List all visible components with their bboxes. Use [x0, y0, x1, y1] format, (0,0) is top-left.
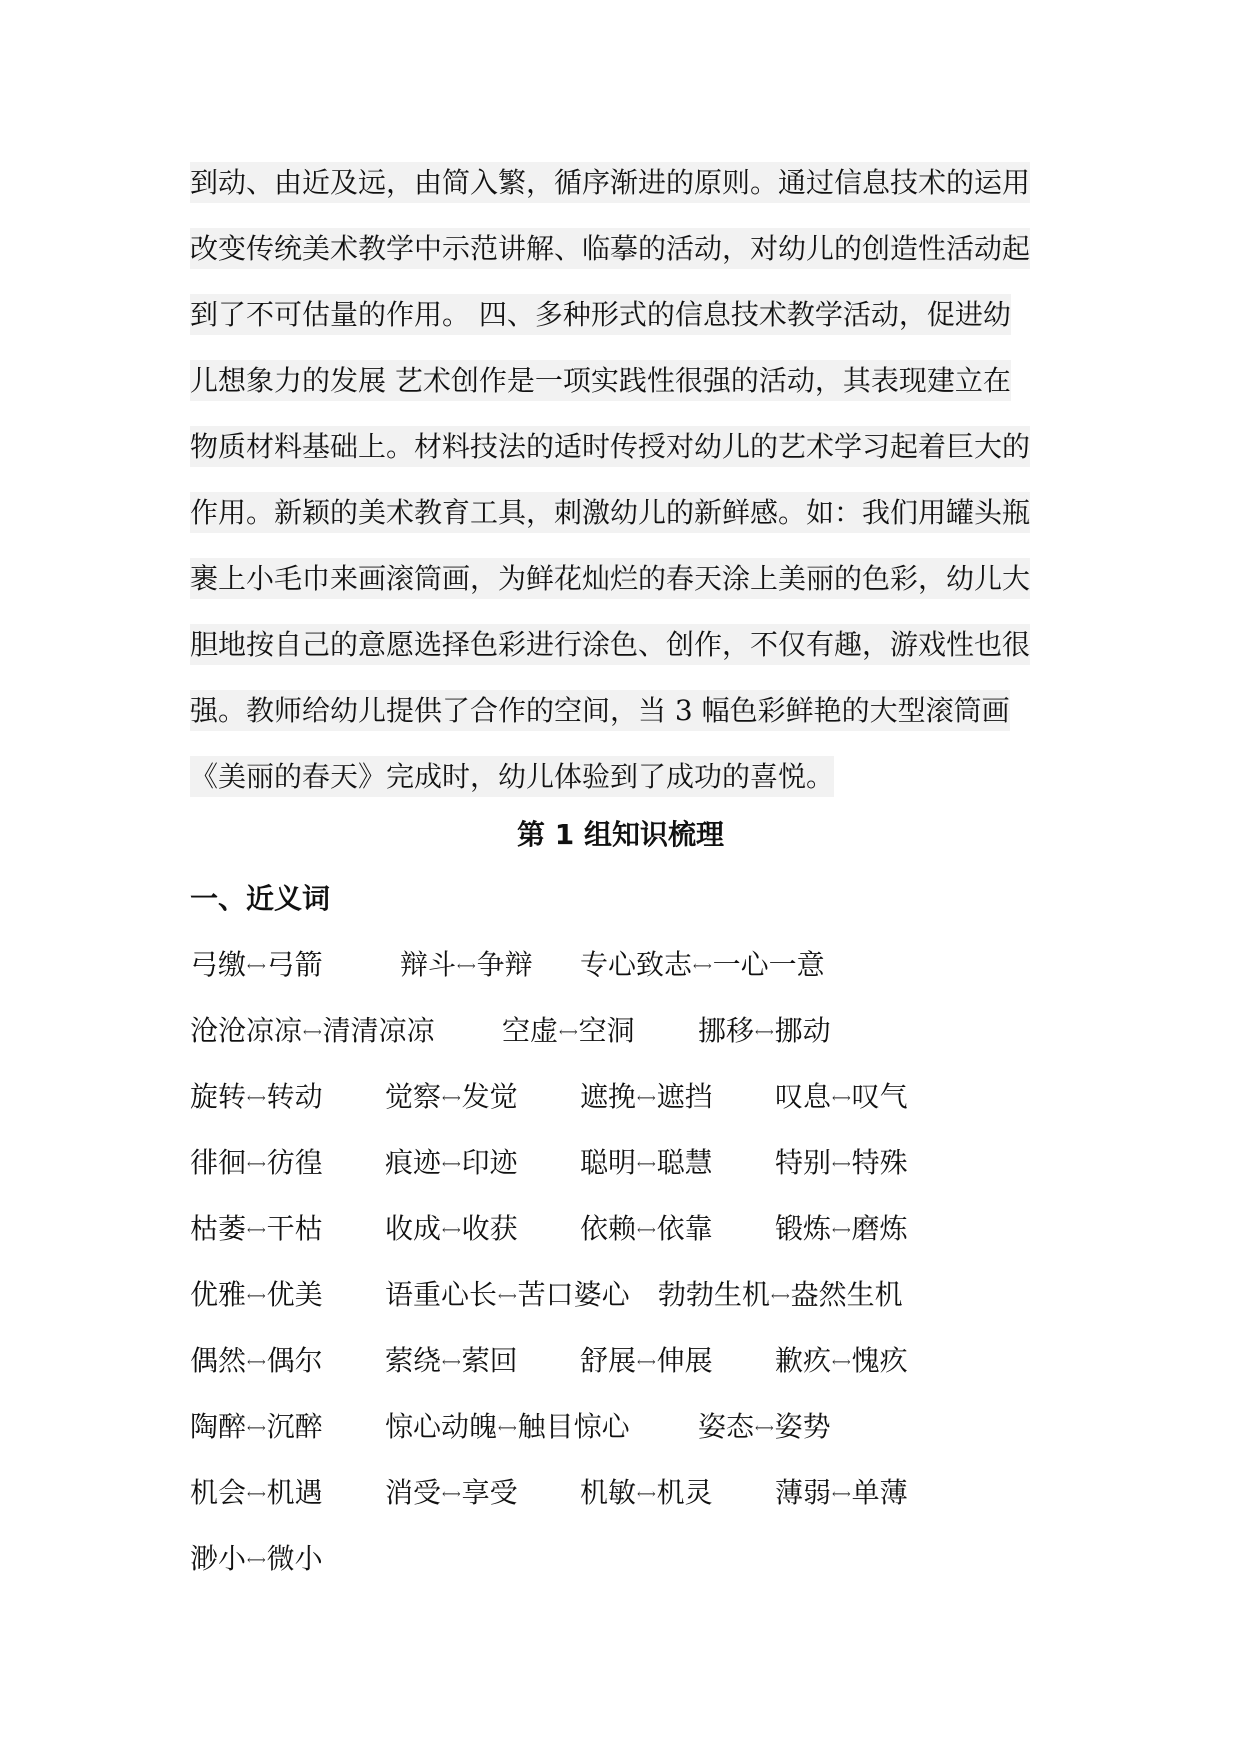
synonym-word: 遮挡 [656, 1080, 713, 1113]
synonym-word: 苦口婆心 [517, 1278, 630, 1311]
paragraph-line: 到动、由近及远，由简入繁，循序渐进的原则。通过信息技术的运用 [190, 160, 1060, 226]
double-arrow-icon: ⟷ [832, 1486, 851, 1502]
synonym-word: 转动 [266, 1080, 323, 1113]
synonym-word: 辩斗 [400, 948, 457, 981]
synonym-pair [580, 1338, 713, 1386]
synonym-word: 微小 [266, 1542, 323, 1575]
synonym-word: 发觉 [461, 1080, 518, 1113]
synonym-row [190, 1074, 1090, 1140]
synonym-word: 渺小 [190, 1542, 247, 1575]
synonym-word: 偶然 [190, 1344, 247, 1377]
synonym-word: 偶尔 [266, 1344, 323, 1377]
synonym-word: 萦绕 [385, 1344, 442, 1377]
synonym-pair [190, 1140, 323, 1188]
synonym-pair [580, 1470, 713, 1518]
section-heading: 第 1 组知识梳理 [517, 818, 724, 851]
synonym-word: 收获 [461, 1212, 518, 1245]
paragraph-line: 改变传统美术教学中示范讲解、临摹的活动，对幼儿的创造性活动起 [190, 226, 1060, 292]
synonym-row [190, 1404, 1090, 1470]
paragraph-line: 到了不可估量的作用。 四、多种形式的信息技术教学活动，促进幼 [190, 292, 1060, 358]
synonym-pair [190, 1206, 323, 1254]
paragraph-line: 《美丽的春天》完成时，幼儿体验到了成功的喜悦。 [190, 754, 1060, 820]
double-arrow-icon: ⟷ [442, 1354, 461, 1370]
synonym-word: 享受 [461, 1476, 518, 1509]
synonym-row [190, 1140, 1090, 1206]
double-arrow-icon: ⟷ [247, 1288, 266, 1304]
double-arrow-icon: ⟷ [247, 1222, 266, 1238]
synonym-pair [580, 1074, 713, 1122]
double-arrow-icon: ⟷ [247, 1156, 266, 1172]
synonym-pair [775, 1206, 908, 1254]
synonym-word: 勃勃生机 [658, 1278, 771, 1311]
synonyms-title: 一、近义词 [190, 882, 331, 915]
synonym-list [190, 942, 1090, 1602]
double-arrow-icon: ⟷ [637, 1486, 656, 1502]
synonym-word: 聪慧 [656, 1146, 713, 1179]
double-arrow-icon: ⟷ [442, 1222, 461, 1238]
synonym-word: 姿态 [698, 1410, 755, 1443]
synonym-word: 语重心长 [385, 1278, 498, 1311]
synonym-pair [385, 1140, 518, 1188]
synonym-word: 觉察 [385, 1080, 442, 1113]
synonym-word: 陶醉 [190, 1410, 247, 1443]
paragraph-line: 胆地按自己的意愿选择色彩进行涂色、创作，不仅有趣，游戏性也很 [190, 622, 1060, 688]
synonym-word: 挪动 [774, 1014, 831, 1047]
double-arrow-icon: ⟷ [247, 958, 266, 974]
synonym-pair [580, 942, 825, 990]
synonym-word: 触目惊心 [517, 1410, 630, 1443]
synonym-pair [385, 1338, 518, 1386]
double-arrow-icon: ⟷ [771, 1288, 790, 1304]
synonym-pair [385, 1206, 518, 1254]
synonym-word: 惊心动魄 [385, 1410, 498, 1443]
synonym-word: 磨炼 [851, 1212, 908, 1245]
synonym-pair [190, 1404, 323, 1452]
synonym-word: 舒展 [580, 1344, 637, 1377]
synonym-word: 机灵 [656, 1476, 713, 1509]
synonym-pair [580, 1206, 713, 1254]
synonym-row [190, 1536, 1090, 1602]
synonym-word: 专心致志 [580, 948, 693, 981]
synonym-word: 机遇 [266, 1476, 323, 1509]
double-arrow-icon: ⟷ [832, 1222, 851, 1238]
synonym-pair [658, 1272, 903, 1320]
double-arrow-icon: ⟷ [637, 1156, 656, 1172]
double-arrow-icon: ⟷ [247, 1420, 266, 1436]
double-arrow-icon: ⟷ [498, 1420, 517, 1436]
synonym-pair [190, 1074, 323, 1122]
synonym-pair [190, 1008, 435, 1056]
synonym-word: 愧疚 [851, 1344, 908, 1377]
synonym-word: 弓箭 [266, 948, 323, 981]
double-arrow-icon: ⟷ [637, 1222, 656, 1238]
synonym-word: 姿势 [774, 1410, 831, 1443]
synonym-pair [385, 1272, 630, 1320]
synonym-pair [775, 1338, 908, 1386]
synonym-word: 印迹 [461, 1146, 518, 1179]
synonym-word: 特别 [775, 1146, 832, 1179]
double-arrow-icon: ⟷ [832, 1354, 851, 1370]
synonym-word: 叹息 [775, 1080, 832, 1113]
synonym-word: 优美 [266, 1278, 323, 1311]
paragraph-line: 儿想象力的发展 艺术创作是一项实践性很强的活动，其表现建立在 [190, 358, 1060, 424]
synonym-word: 空虚 [502, 1014, 559, 1047]
paragraph-line: 强。教师给幼儿提供了合作的空间，当 3 幅色彩鲜艳的大型滚筒画 [190, 688, 1060, 754]
double-arrow-icon: ⟷ [457, 958, 476, 974]
double-arrow-icon: ⟷ [755, 1024, 774, 1040]
double-arrow-icon: ⟷ [442, 1486, 461, 1502]
paragraph-line: 裹上小毛巾来画滚筒画，为鲜花灿烂的春天涂上美丽的色彩，幼儿大 [190, 556, 1060, 622]
double-arrow-icon: ⟷ [247, 1552, 266, 1568]
double-arrow-icon: ⟷ [247, 1486, 266, 1502]
double-arrow-icon: ⟷ [832, 1090, 851, 1106]
synonym-word: 萦回 [461, 1344, 518, 1377]
synonym-pair [698, 1008, 831, 1056]
synonym-word: 枯萎 [190, 1212, 247, 1245]
synonym-word: 沉醉 [266, 1410, 323, 1443]
synonym-word: 旋转 [190, 1080, 247, 1113]
synonym-word: 依赖 [580, 1212, 637, 1245]
synonym-pair [775, 1140, 908, 1188]
synonym-pair [190, 1272, 323, 1320]
synonym-word: 痕迹 [385, 1146, 442, 1179]
synonym-word: 优雅 [190, 1278, 247, 1311]
synonym-row [190, 1206, 1090, 1272]
synonym-word: 聪明 [580, 1146, 637, 1179]
synonym-word: 弓缴 [190, 948, 247, 981]
double-arrow-icon: ⟷ [637, 1090, 656, 1106]
synonym-pair [190, 942, 323, 990]
synonym-word: 伸展 [656, 1344, 713, 1377]
double-arrow-icon: ⟷ [303, 1024, 322, 1040]
synonym-pair [385, 1074, 518, 1122]
synonym-pair [190, 1338, 323, 1386]
synonym-word: 消受 [385, 1476, 442, 1509]
synonym-word: 干枯 [266, 1212, 323, 1245]
synonym-pair [580, 1140, 713, 1188]
synonym-word: 徘徊 [190, 1146, 247, 1179]
synonym-pair [190, 1536, 323, 1584]
double-arrow-icon: ⟷ [442, 1090, 461, 1106]
synonym-pair [385, 1404, 630, 1452]
paragraph-line: 作用。新颖的美术教育工具，刺激幼儿的新鲜感。如：我们用罐头瓶 [190, 490, 1060, 556]
double-arrow-icon: ⟷ [498, 1288, 517, 1304]
synonym-word: 歉疚 [775, 1344, 832, 1377]
synonym-row [190, 1008, 1090, 1074]
synonym-word: 沧沧凉凉 [190, 1014, 303, 1047]
double-arrow-icon: ⟷ [693, 958, 712, 974]
double-arrow-icon: ⟷ [247, 1090, 266, 1106]
synonym-word: 特殊 [851, 1146, 908, 1179]
synonym-word: 盎然生机 [790, 1278, 903, 1311]
double-arrow-icon: ⟷ [637, 1354, 656, 1370]
synonym-word: 收成 [385, 1212, 442, 1245]
synonym-row [190, 942, 1090, 1008]
double-arrow-icon: ⟷ [559, 1024, 578, 1040]
synonym-row [190, 1470, 1090, 1536]
synonym-word: 薄弱 [775, 1476, 832, 1509]
double-arrow-icon: ⟷ [247, 1354, 266, 1370]
synonym-word: 彷徨 [266, 1146, 323, 1179]
synonym-pair [502, 1008, 635, 1056]
synonym-word: 空洞 [578, 1014, 635, 1047]
synonym-pair [698, 1404, 831, 1452]
synonym-word: 一心一意 [712, 948, 825, 981]
synonym-word: 遮挽 [580, 1080, 637, 1113]
synonym-row [190, 1338, 1090, 1404]
body-paragraph [190, 160, 1060, 820]
synonym-word: 机会 [190, 1476, 247, 1509]
synonym-pair [775, 1470, 908, 1518]
synonym-word: 争辩 [476, 948, 533, 981]
synonym-word: 单薄 [851, 1476, 908, 1509]
synonym-word: 锻炼 [775, 1212, 832, 1245]
synonym-word: 叹气 [851, 1080, 908, 1113]
paragraph-line: 物质材料基础上。材料技法的适时传授对幼儿的艺术学习起着巨大的 [190, 424, 1060, 490]
synonym-word: 挪移 [698, 1014, 755, 1047]
synonym-pair [775, 1074, 908, 1122]
double-arrow-icon: ⟷ [755, 1420, 774, 1436]
double-arrow-icon: ⟷ [832, 1156, 851, 1172]
synonym-word: 依靠 [656, 1212, 713, 1245]
synonym-pair [400, 942, 533, 990]
double-arrow-icon: ⟷ [442, 1156, 461, 1172]
synonym-word: 清清凉凉 [322, 1014, 435, 1047]
synonym-pair [385, 1470, 518, 1518]
synonym-row [190, 1272, 1090, 1338]
synonym-pair [190, 1470, 323, 1518]
synonym-word: 机敏 [580, 1476, 637, 1509]
